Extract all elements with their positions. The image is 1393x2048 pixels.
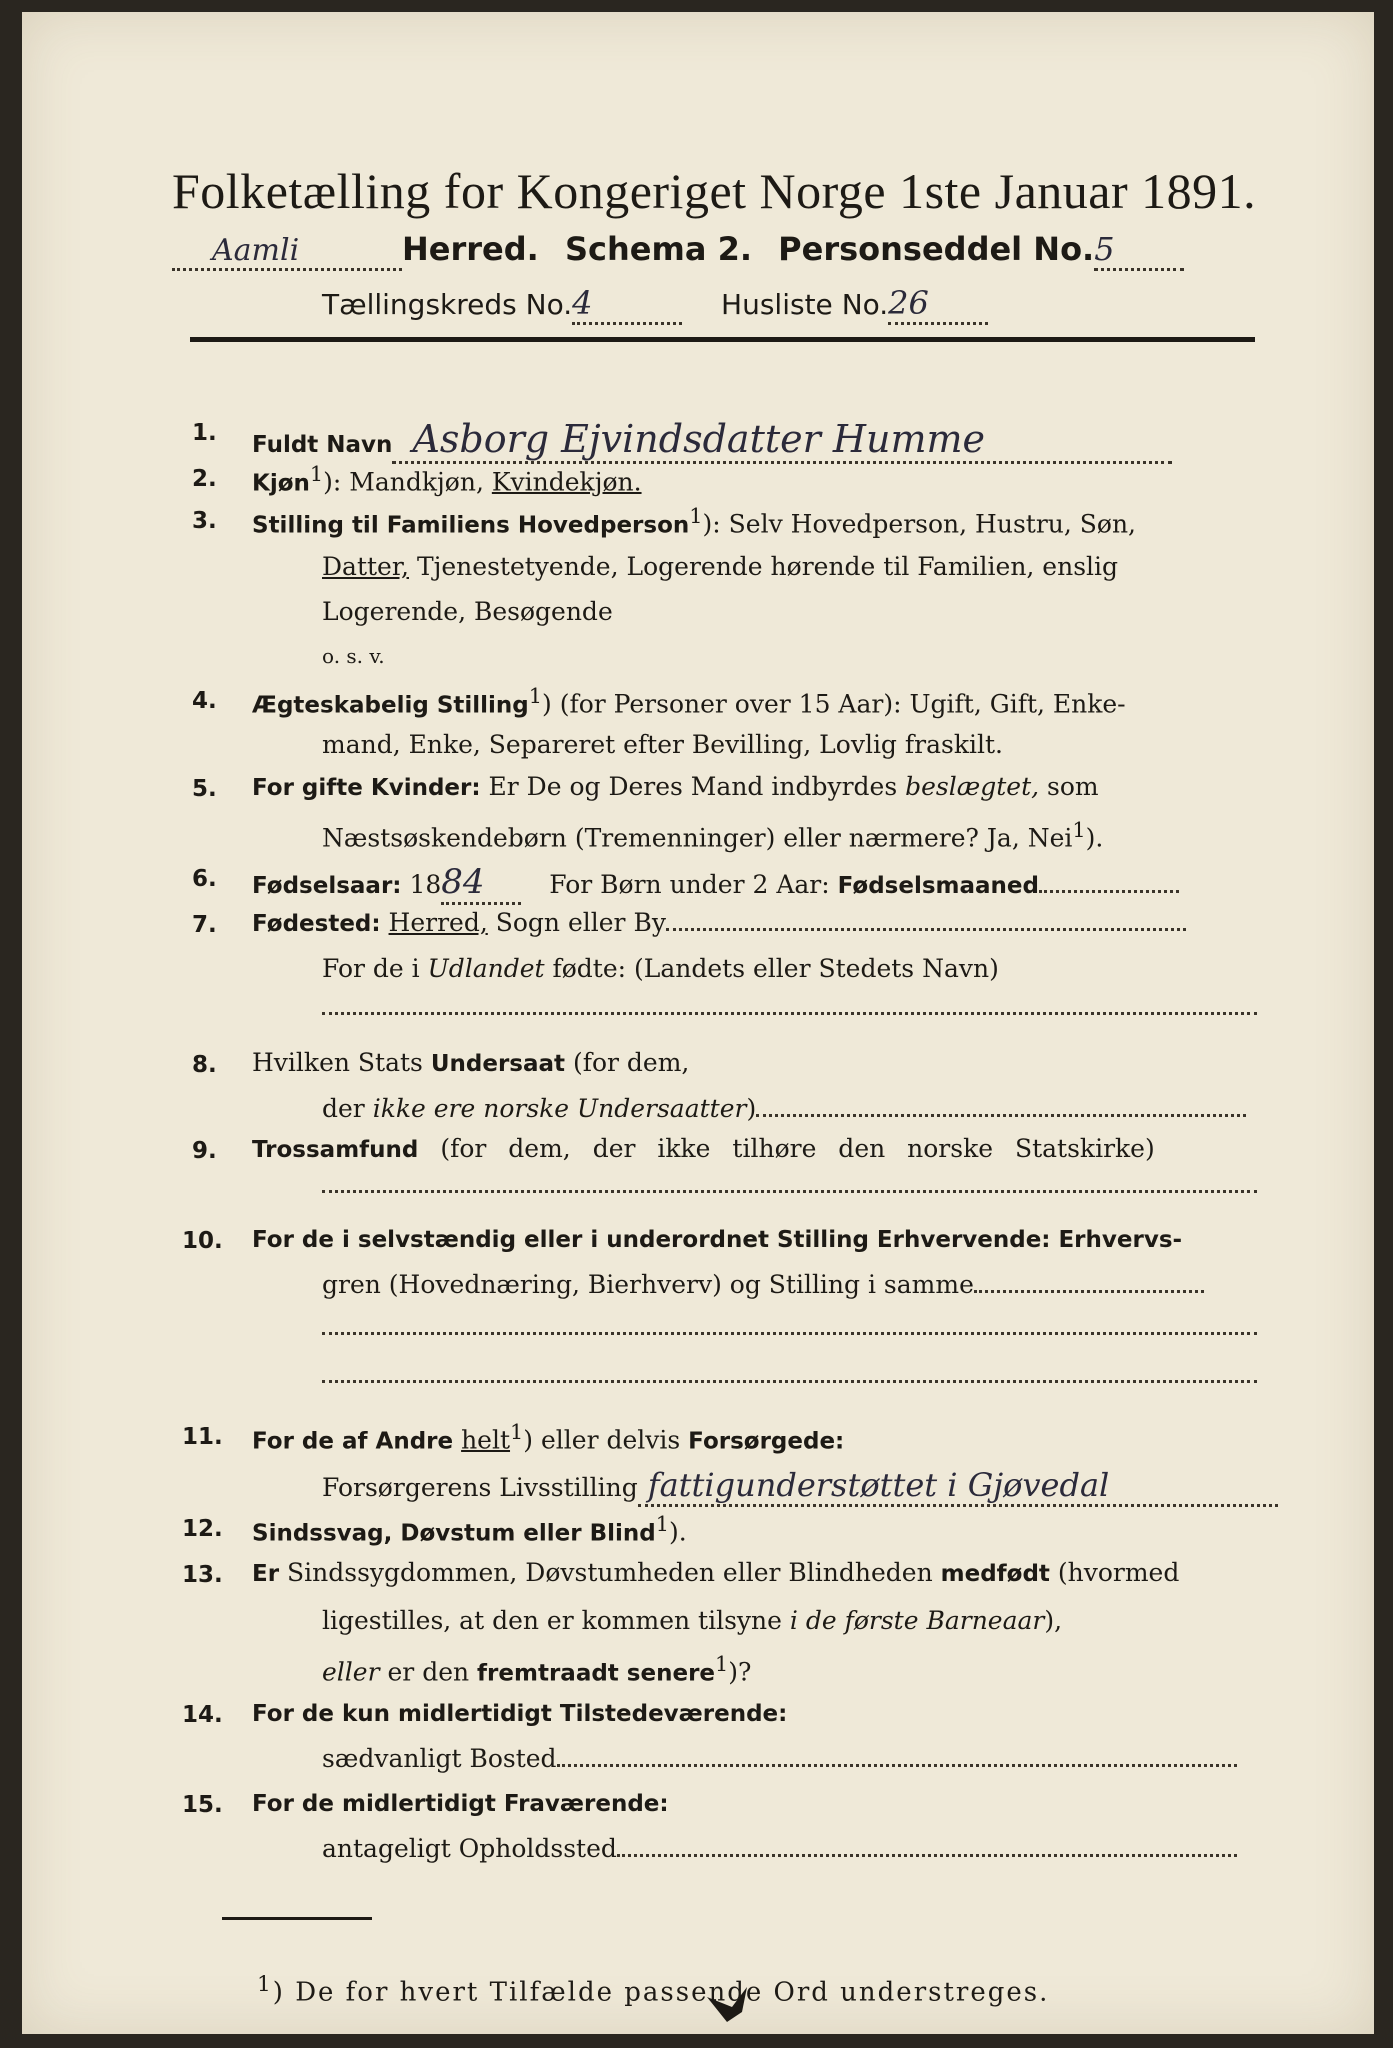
herred-value: Aamli (212, 233, 300, 268)
q11-footnote-mark: 1 (510, 1420, 524, 1444)
q15-number: 15. (182, 1792, 223, 1818)
taellingskreds-row (322, 284, 988, 325)
schema-label: Schema 2. (564, 230, 752, 268)
q5-footnote-mark: 1 (1072, 818, 1086, 842)
q13-line3 (322, 1652, 751, 1686)
q7-foreign-italic: Udlandet (427, 954, 545, 983)
q3-selected-option: Datter, (322, 552, 409, 581)
q13-text-3: ligestilles, at den er kommen tilsyne (322, 1606, 782, 1635)
q1-row (252, 417, 1172, 464)
q2-label: Kjøn (252, 470, 310, 497)
q4-options-1: ) (for Personer over 15 Aar): Ugift, Gift, Enke- (542, 689, 1126, 719)
q10-answer-line-1 (322, 1332, 1257, 1335)
q13-close: )? (728, 1657, 752, 1687)
herred-row (172, 230, 1184, 271)
taellingskreds-value: 4 (572, 284, 593, 322)
q7-label: Fødested: (252, 911, 381, 937)
q5-question-2: Næstsøskendebørn (Tremenninger) eller nærmere? Ja, Nei (322, 823, 1073, 853)
q8-text-italic: ikke ere norske Undersaatter (372, 1094, 747, 1123)
q15-line2 (322, 1834, 1237, 1863)
q13-text-5: er den (387, 1657, 470, 1687)
q10-number: 10. (182, 1228, 223, 1254)
q11-text: ) eller delvis (523, 1425, 681, 1455)
q6-label-month: Fødselsmaaned (837, 873, 1039, 899)
q11-selected-option: helt (461, 1425, 511, 1455)
q8-line2 (322, 1094, 1246, 1123)
q10-answer-line-2 (322, 1380, 1257, 1383)
q7-foreign-1: For de i (322, 954, 420, 983)
q11-provider-label: Forsørgerens Livsstilling (322, 1473, 638, 1502)
q2-number: 2. (192, 466, 217, 492)
footnote-rule (222, 1917, 372, 1920)
q7-options: Sogn eller By (495, 908, 666, 937)
q4-label: Ægteskabelig Stilling (252, 692, 529, 719)
footnote (257, 1972, 1049, 2008)
q3-number: 3. (192, 508, 217, 534)
q6-note: For Børn under 2 Aar: (549, 870, 830, 899)
ink-mark (702, 1977, 762, 2027)
q6-label: Fødselsaar: (252, 873, 402, 899)
q5-number: 5. (192, 776, 217, 802)
q7-selected-option: Herred, (388, 908, 488, 937)
q9-row (252, 1134, 1155, 1163)
q2-row (252, 462, 642, 496)
personseddel-label: Personseddel No. (778, 230, 1095, 268)
q11-line2 (322, 1466, 1278, 1507)
q4-footnote-mark: 1 (528, 684, 543, 708)
q3-options-2: Tjenestetyende, Logerende hørende til Familien, enslig (416, 552, 1119, 581)
q3-line1 (252, 504, 1136, 538)
q10-label-end: Erhvervs- (1058, 1227, 1183, 1253)
q6-value: 84 (441, 862, 485, 902)
q7-foreign-2: fødte: (Landets eller Stedets Navn) (552, 954, 999, 983)
q11-value: fattigunderstøttet i Gjøvedal (647, 1466, 1110, 1504)
q12-footnote-mark: 1 (655, 1512, 670, 1536)
q13-italic-1: i de første Barneaar (789, 1606, 1045, 1635)
q9-text: (for dem, der ikke tilhøre den norske Statskirke) (440, 1134, 1155, 1163)
herred-label: Herred. (402, 230, 539, 268)
q4-options-2: mand, Enke, Separeret efter Bevilling, Lovlig fraskilt. (322, 730, 1003, 759)
q12-close: ). (669, 1517, 687, 1547)
q8-line1 (252, 1048, 689, 1077)
q9-number: 9. (192, 1138, 217, 1164)
q10-text: gren (Hovednæring, Bierhverv) og Stilling i samme (322, 1270, 974, 1299)
q6-number: 6. (192, 866, 217, 892)
q11-number: 11. (182, 1424, 223, 1450)
q13-bold-2: fremtraadt senere (477, 1660, 716, 1687)
footnote-mark: 1 (257, 1972, 273, 1997)
q7-number: 7. (192, 912, 217, 938)
personseddel-value: 5 (1094, 230, 1115, 268)
q6-row (252, 862, 1179, 905)
taellingskreds-label: Tællingskreds No. (322, 288, 573, 321)
q5-label: For gifte Kvinder: (252, 775, 481, 801)
q14-text: sædvanligt Bosted (322, 1744, 557, 1773)
q11-label-2: Forsørgede: (688, 1428, 845, 1455)
q2-selected-option: Kvindekjøn. (491, 467, 642, 497)
q13-label: Er (252, 1561, 280, 1587)
q8-text-close: ) (746, 1094, 757, 1123)
q8-label: Undersaat (430, 1051, 566, 1077)
q13-line2 (322, 1606, 1062, 1635)
q5-question-end: som (1047, 772, 1099, 801)
q5-line2 (322, 818, 1103, 852)
q15-line1 (252, 1788, 669, 1817)
q14-line2 (322, 1744, 1237, 1773)
husliste-label: Husliste No. (721, 288, 889, 321)
q2-options: ): Mandkjøn, (323, 467, 484, 497)
q12-row (252, 1512, 687, 1546)
q5-question-1: Er De og Deres Mand indbyrdes (488, 772, 898, 801)
q8-text-3: der (322, 1094, 365, 1123)
q11-label-1: For de af Andre (252, 1428, 454, 1455)
q6-prefix: 18 (409, 870, 442, 899)
q2-footnote-mark: 1 (309, 462, 324, 486)
q10-line2 (322, 1270, 1204, 1299)
q15-label: For de midlertidigt Fraværende: (252, 1791, 669, 1817)
q14-line1 (252, 1698, 787, 1727)
q3-options-4: o. s. v. (322, 644, 385, 668)
form-title: Folketælling for Kongeriget Norge 1ste Januar 1891. (172, 163, 1257, 219)
q1-value: Asborg Ejvindsdatter Humme (412, 417, 986, 461)
q10-line1 (252, 1224, 1182, 1253)
q13-text-2: (hvormed (1057, 1558, 1180, 1587)
q1-number: 1. (192, 420, 217, 446)
q3-footnote-mark: 1 (689, 504, 703, 528)
q3-label: Stilling til Familiens Hovedperson (252, 512, 690, 539)
q11-line1 (252, 1420, 844, 1454)
q3-options-3: Logerende, Besøgende (322, 597, 613, 626)
q9-label: Trossamfund (252, 1137, 419, 1163)
q5-question-close: ). (1085, 823, 1104, 853)
q13-text-4: ), (1044, 1606, 1063, 1635)
q13-footnote-mark: 1 (715, 1652, 729, 1676)
q12-number: 12. (182, 1516, 223, 1542)
q8-text-1: Hvilken Stats (252, 1048, 423, 1077)
q14-number: 14. (182, 1702, 223, 1728)
footnote-text: ) De for hvert Tilfælde passende Ord understreges. (272, 1977, 1050, 2008)
q4-number: 4. (192, 688, 217, 714)
husliste-value: 26 (888, 284, 929, 322)
census-form (22, 12, 1374, 2034)
q8-number: 8. (192, 1052, 217, 1078)
q3-line2 (322, 552, 1118, 581)
q8-text-2: (for dem, (572, 1048, 690, 1077)
q7-line1 (252, 908, 1186, 937)
q9-answer-line (322, 1190, 1257, 1193)
q13-number: 13. (182, 1562, 223, 1588)
q15-text: antageligt Opholdssted (322, 1834, 617, 1863)
q4-line1 (252, 684, 1126, 718)
q3-options-1: ): Selv Hovedperson, Hustru, Søn, (702, 509, 1136, 539)
q1-label: Fuldt Navn (252, 432, 393, 458)
q5-line1 (252, 772, 1099, 801)
q5-question-italic: beslægtet, (905, 772, 1040, 801)
q12-label: Sindssvag, Døvstum eller Blind (252, 1520, 656, 1547)
q7-answer-line (322, 1012, 1257, 1015)
q10-label: For de i selvstændig eller i underordnet Stilling Erhvervende: (252, 1227, 1051, 1253)
q7-line2 (322, 954, 999, 983)
q13-text-1: Sindssygdommen, Døvstumheden eller Blindheden (287, 1558, 933, 1587)
q13-line1 (252, 1558, 1179, 1587)
q13-italic-2: eller (322, 1657, 380, 1687)
q14-label: For de kun midlertidigt Tilstedeværende: (252, 1701, 788, 1727)
q13-bold-1: medfødt (940, 1561, 1050, 1587)
header-rule (190, 337, 1255, 342)
